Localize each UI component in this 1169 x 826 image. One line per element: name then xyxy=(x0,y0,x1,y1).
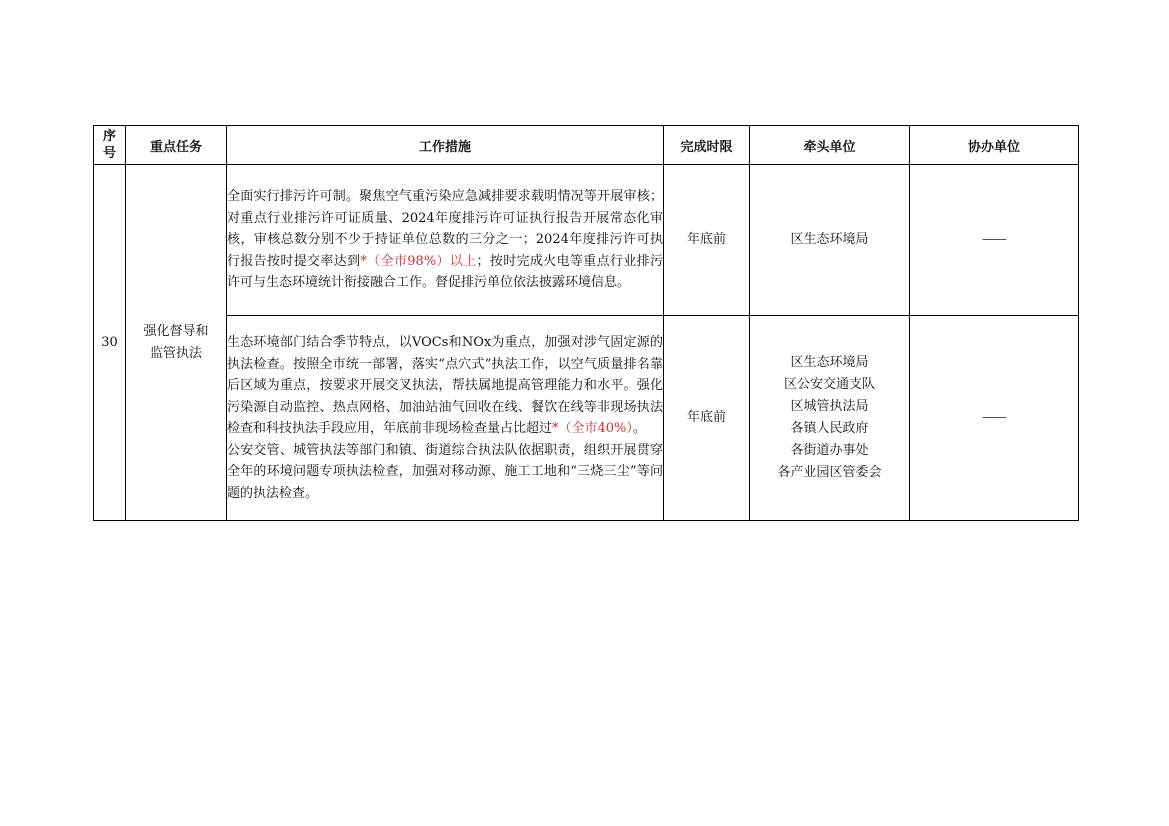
header-deadline: 完成时限 xyxy=(664,126,750,165)
deadline-cell-1: 年底前 xyxy=(664,165,750,316)
lead-unit-cell-2 xyxy=(750,316,910,521)
row-task xyxy=(126,165,227,521)
measures-table xyxy=(93,125,1079,521)
table-row xyxy=(94,316,1079,521)
header-measure: 工作措施 xyxy=(227,126,664,165)
lead-unit: 区生态环境局 xyxy=(790,232,869,247)
row-seq: 30 xyxy=(94,165,126,521)
header-seq xyxy=(94,126,126,165)
task-line-2: 监管执法 xyxy=(149,345,202,361)
lead-unit: 各产业园区管委会 xyxy=(777,465,882,480)
task-line-1: 强化督导和 xyxy=(143,323,209,339)
header-lead-unit: 牵头单位 xyxy=(750,126,910,165)
header-assist-unit: 协办单位 xyxy=(910,126,1079,165)
measure-1-target: *（全市98%）以上 xyxy=(360,253,477,269)
header-seq-char: 序 xyxy=(102,129,116,144)
lead-unit: 区生态环境局 xyxy=(790,355,869,370)
deadline-cell-2: 年底前 xyxy=(664,316,750,521)
assist-unit-cell-1: —— xyxy=(910,165,1079,316)
measure-2-target: *（全市40%） xyxy=(552,421,633,436)
lead-unit: 各镇人民政府 xyxy=(790,421,869,436)
table-header-row xyxy=(94,126,1079,165)
table-row xyxy=(94,165,1079,316)
assist-unit-cell-2: —— xyxy=(910,316,1079,521)
lead-unit-cell-1 xyxy=(750,165,910,316)
lead-unit: 区城管执法局 xyxy=(790,399,869,414)
measure-1-text-end: ；按时完成火电等重点行业排污许可与生态环境统计衔接融合工作。督促排污单位依法披露环境信息。 xyxy=(227,253,663,291)
lead-unit: 各街道办事处 xyxy=(790,443,869,458)
header-seq-char: 号 xyxy=(102,146,116,161)
measure-cell-1 xyxy=(227,165,664,316)
header-seq-label xyxy=(94,128,125,162)
lead-unit: 区公安交通支队 xyxy=(783,377,875,392)
measure-1-text: 全面实行排污许可制。聚焦空气重污染应急减排要求载明情况等开展审核；对重点行业排污许可证质量、2024年度排污许可证执行报告开展常态化审核，审核总数分别不少于持证单位总数的三分之一；2024年度排污许可执行报告按时提交率达到 xyxy=(227,189,663,269)
measure-2-paragraph-2: 公安交管、城管执法等部门和镇、街道综合执法队依据职责，组织开展贯穿全年的环境问题专项执法检查，加强对移动源、施工工地和“三烧三尘”等问题的执法检查。 xyxy=(227,442,663,501)
measure-cell-2 xyxy=(227,316,664,521)
header-task: 重点任务 xyxy=(126,126,227,165)
measure-2-text-end: 。 xyxy=(632,421,646,436)
measure-2-text: 生态环境部门结合季节特点，以VOCs和NOx为重点，加强对涉气固定源的执法检查。按照全市统一部署，落实“点穴式”执法工作，以空气质量排名靠后区域为重点，按要求开展交叉执法，帮扶属地提高管理能力和水平。强化污染源自动监控、热点网格、加油站油气回收在线、餐饮在线等非现场执法检查和科技执法手段应用，年底前非现场检查量占比超过 xyxy=(227,335,663,436)
